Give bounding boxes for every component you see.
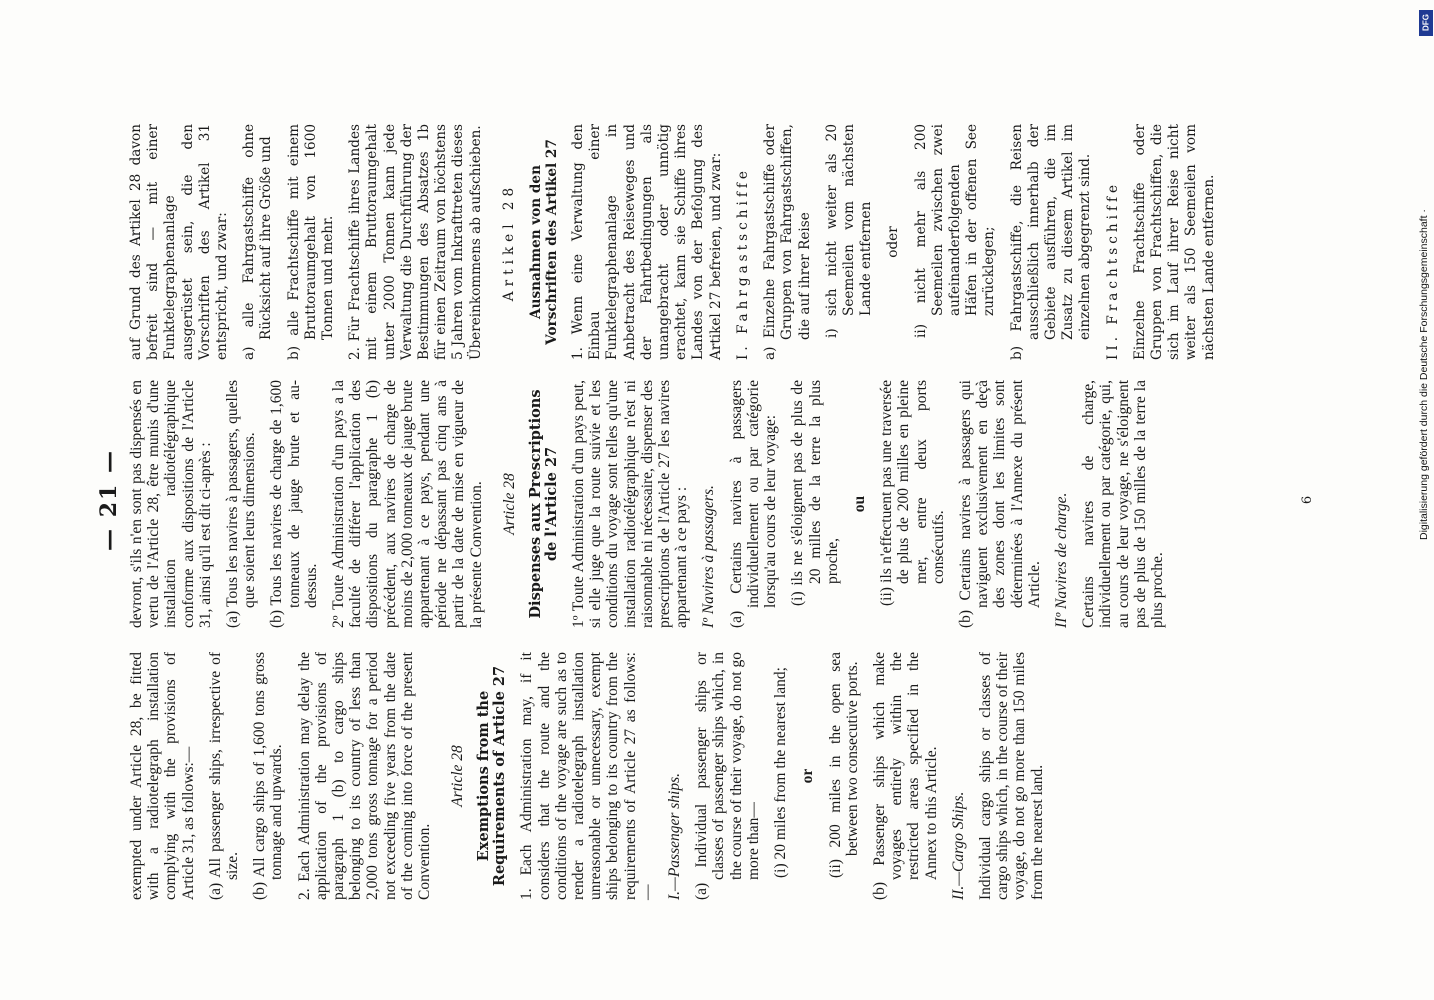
fr-item-b: (b) Tous les navires de charge de 1,600 tonneaux de jauge brute et au-dessus. bbox=[268, 380, 320, 628]
fr-intro: devront, s'ils n'en sont pas dispensés en vertu de l'Article 28, être munis d'une installation radiotélégraphique conforme aux dispositions de l'Article 31, ainsi qu'il est dit ci-après : bbox=[128, 380, 214, 628]
fr-section-II: IIº Navires de charge. bbox=[1052, 492, 1070, 628]
de-paragraph-2: 2. Für Frachtschiffe ihres Landes mit einem Bruttoraumgehalt unter 2000 Tonnen kann jede Verwaltung die Durchführung der Bestimmungen des Absatzes 1b für einen Zeitraum von höchstens 5 Jahren vom Inkrafttreten dieses Übereinkommens ab aufschieben. bbox=[347, 124, 484, 360]
french-column bbox=[128, 380, 1176, 628]
de-section-I: I. Fahrgastschiffe bbox=[734, 167, 751, 360]
fr-item-a: (a) Tous les navires à passagers, quelles que soient leurs dimensions. bbox=[224, 380, 259, 628]
en-section-I: I.—Passenger ships. bbox=[666, 772, 684, 900]
english-column bbox=[128, 652, 1056, 900]
de-item-b: b) alle Frachtschiffe mit einem Bruttoraumgehalt von 1600 Tonnen und mehr. bbox=[285, 124, 337, 360]
fr-item-Ia: (a) Certains navires à passagers individuellement ou par catégorie lorsqu'au cours de leur voyage: bbox=[727, 380, 780, 628]
de-intro: auf Grund des Artikel 28 davon befreit sind — mit einer Funktelegraphenanlage ausgerüstet sein, die den Vorschriften des Artikel 31 entspricht, und zwar: bbox=[128, 124, 231, 360]
de-item-Ia: a) Einzelne Fahrgastschiffe oder Gruppen von Fahrgastschiffen, die auf ihrer Reise bbox=[762, 124, 813, 360]
fr-article-heading: Dispenses aux Prescriptions de l'Article 27 bbox=[527, 389, 561, 619]
en-article-heading: Exemptions from the Requirements of Article 27 bbox=[475, 665, 509, 887]
fr-article-title: Article 28 bbox=[500, 473, 518, 535]
de-paragraph-1: 1. Wenn eine Verwaltung den Einbau einer Funktelegraphenanlage in Anbetracht des Reiseweges und der Fahrtbedingungen als unangebracht oder unnötig erachtet, kann sie Schiffe ihres Landes von der Befolgung des Artikel 27 befreien, und zwar: bbox=[570, 124, 724, 360]
fr-section-I: Iº Navires à passagers. bbox=[700, 485, 718, 628]
fr-item-Ib: (b) Certains navires à passagers qui naviguent exclusivement en deçà des zones dont les limites sont déterminées à l'Annexe du présent Article. bbox=[956, 380, 1043, 628]
page-number: — 21 — bbox=[96, 449, 122, 551]
fr-item-ii: (ii) ils n'effectuent pas une traversée de plus de 200 milles en pleine mer, entre deux ports consécutifs. bbox=[878, 380, 947, 606]
en-intro: exempted under Article 28, be fitted with a radiotelegraph installation complying with the provisions of Article 31, as follows:— bbox=[128, 652, 197, 900]
fr-paragraph-1: 1º Toute Administration d'un pays peut, si elle juge que la route suivie et les conditions du voyage sont telles qu'une installation radiotélégraphique n'est ni raisonnable ni nécessaire, dispenser des prescriptions de l'Article 27 les navires appartenant à ce pays : bbox=[570, 380, 691, 628]
en-section-II: II.—Cargo Ships. bbox=[949, 791, 967, 900]
en-item-Ia: (a) Individual passenger ships or classes of passenger ships which, in the course of their voyage, do not go more than— bbox=[693, 652, 762, 900]
de-section-II: II. Frachtschiffe bbox=[1104, 180, 1121, 360]
fr-item-i: (i) ils ne s'éloignent pas de plus de 20 milles de la terre la plus proche, bbox=[789, 380, 841, 606]
de-item-i: i) sich nicht weiter als 20 Seemeilen vom nächsten Lande entfernen bbox=[823, 124, 875, 338]
fr-section-II-text: Certains navires de charge, individuellement ou par catégorie, qui, au cours de leur voyage, ne s'éloignent pas de plus de 150 milles de la terre la plus proche. bbox=[1080, 380, 1166, 628]
en-article-title: Article 28 bbox=[449, 745, 467, 807]
de-section-II-text: Einzelne Frachtschiffe oder Gruppen von Frachtschiffen, die sich im Lauf ihrer Reise nicht weiter als 150 Seemeilen vom nächsten Lande entfernen. bbox=[1131, 124, 1217, 360]
en-item-b: (b) All cargo ships of 1,600 tons gross tonnage and upwards. bbox=[251, 652, 286, 900]
de-or: oder bbox=[885, 226, 902, 258]
digitization-stamp: Digitalisierung gefördert durch die Deutsche Forschungsgemeinschaft · bbox=[1418, 209, 1430, 540]
de-item-a: a) alle Fahrgastschiffe ohne Rücksicht auf ihre Größe und bbox=[241, 124, 275, 360]
en-paragraph-2: 2. Each Administration may delay the application of the provisions of paragraph 1 (b) to cargo ships belonging to its country of less than 2,000 tons gross tonnage for a period not exceeding five years from the date of the coming into force of the present Convention. bbox=[295, 652, 434, 900]
fr-or: ou bbox=[850, 495, 868, 513]
en-item-i: (i) 20 miles from the nearest land; bbox=[772, 667, 790, 878]
en-item-a: (a) All passenger ships, irrespective of size. bbox=[206, 652, 242, 900]
en-item-ii: (ii) 200 miles in the open sea between two consecutive ports. bbox=[826, 652, 861, 878]
de-article-title: Artikel 28 bbox=[500, 182, 517, 302]
de-article-heading: Ausnahmen von den Vorschriften des Artikel 27 bbox=[528, 139, 561, 345]
de-item-ii: ii) nicht mehr als 200 Seemeilen zwischen zwei aufeinanderfolgenden Häfen in der offenen See zurücklegen; bbox=[912, 124, 998, 338]
en-item-Ib: (b) Passenger ships which make voyages entirely within the restricted areas specified in the Annex to this Article. bbox=[870, 652, 940, 900]
en-or: or bbox=[799, 768, 817, 784]
bottom-page-number: 6 bbox=[1300, 495, 1315, 505]
fr-paragraph-2: 2º Toute Administration d'un pays a la faculté de différer l'application des dispositions du paragraphe 1 (b) précédent, aux navires de charge de moins de 2,000 tonneaux de jauge brute appartenant à ce pays, pendant une période ne dépassant pas cinq ans à partir de la date de mise en vigueur de la présente Convention. bbox=[330, 380, 485, 628]
german-column bbox=[128, 124, 1228, 360]
dfg-logo-text: DFG bbox=[1421, 14, 1431, 31]
de-item-Ib: b) Fahrgastschiffe, die Reisen ausschließlich innerhalb der Gebiete ausführen, die im Zusatz zu diesem Artikel im einzelnen abgegrenzt sind. bbox=[1008, 124, 1094, 360]
en-paragraph-1: 1. Each Administration may, if it considers that the route and the conditions of the voyage are such as to render a radiotelegraph installation unreasonable or unnecessary, exempt ships belonging to its country from the requirements of Article 27 as follows:— bbox=[518, 652, 656, 900]
en-section-II-text: Individual cargo ships or classes of cargo ships which, in the course of their voyage, do not go more than 150 miles from the nearest land. bbox=[976, 652, 1046, 900]
